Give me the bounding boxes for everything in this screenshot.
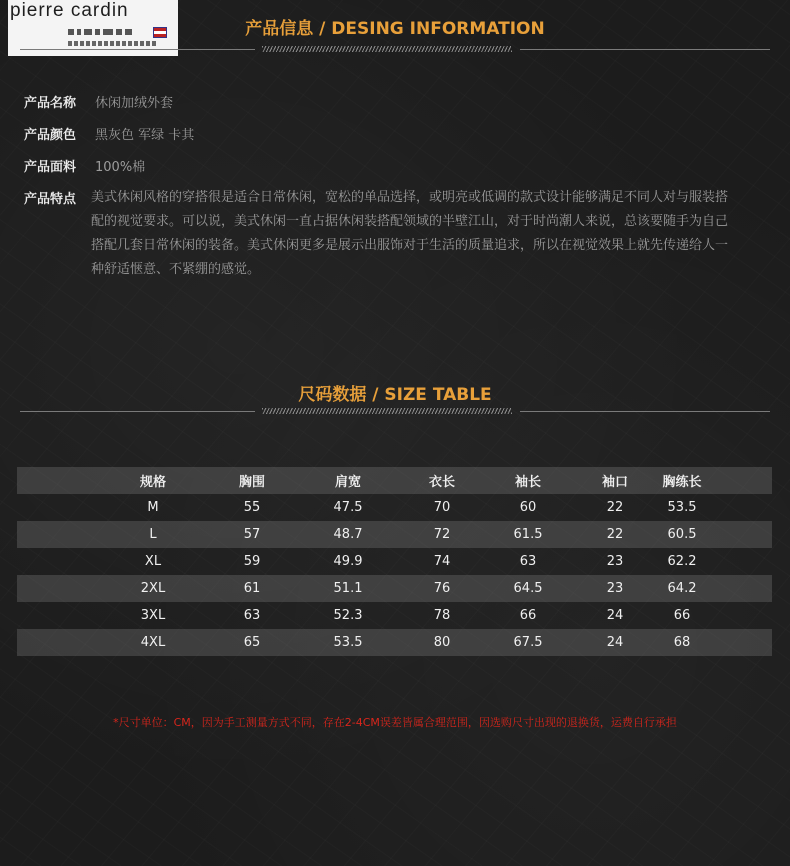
brand-tagline-graphic [68,41,158,46]
header-cell: 肩宽 [334,475,362,490]
product-color-value: 黑灰色 军绿 卡其 [95,128,195,143]
table-cell: 61.5 [513,527,543,542]
product-color-label: 产品颜色 [24,128,77,143]
table-cell: 63 [243,608,261,623]
header-cell: 衣长 [428,475,456,490]
size-note: *尺寸单位：CM，因为手工测量方式不同，存在2-4CM误差皆属合理范围，因选购尺寸出现的退换货，运费自行承担 [113,716,677,729]
table-cell: 22 [606,527,624,542]
product-feature-text: 美式休闲风格的穿搭很是适合日常休闲，宽松的单品选择，或明亮或低调的款式设计能够满足不同人对与服装搭配的视觉要求。可以说，美式休闲一直占据休闲装搭配领域的半壁江山，对于时尚潮人来说，总该要随手为自己搭配几套日常休闲的装备。美式休闲更多是展示出服饰对于生活的质量追求，所以在视觉效果上就先传递给人一种舒适惬意、不紧绷的感觉。 [91,190,729,277]
table-cell: 24 [606,635,624,650]
table-cell: 51.1 [333,581,363,596]
table-cell: 74 [433,554,451,569]
table-cell: 2XL [140,581,166,596]
table-row [17,575,772,602]
brand-name: pierre cardin [10,0,129,21]
table-row [17,548,772,575]
product-name-label: 产品名称 [24,96,77,111]
table-cell: 67.5 [513,635,543,650]
table-cell: 55 [243,500,261,515]
table-cell: 65 [243,635,261,650]
table-cell: 66 [519,608,537,623]
divider-right [520,49,770,50]
table-cell: 22 [606,500,624,515]
table-cell: 78 [433,608,451,623]
table-cell: 53.5 [667,500,697,515]
table-cell: 64.2 [667,581,697,596]
table-row [17,602,772,629]
table-cell: 64.5 [513,581,543,596]
product-name-value: 休闲加绒外套 [95,96,174,111]
divider-left [20,411,255,412]
product-feature-label: 产品特点 [24,192,77,207]
table-cell: 57 [243,527,261,542]
product-fabric-label: 产品面料 [24,160,77,175]
table-cell: 52.3 [333,608,363,623]
header-cell: 胸围 [238,475,266,490]
table-row [17,494,772,521]
table-cell: 68 [673,635,691,650]
size-table [17,467,772,656]
table-cell: XL [144,554,162,569]
table-cell: 4XL [140,635,166,650]
table-cell: 59 [243,554,261,569]
table-cell: L [149,527,157,542]
table-cell: 3XL [140,608,166,623]
table-cell: 76 [433,581,451,596]
table-cell: M [147,500,159,515]
table-cell: 72 [433,527,451,542]
table-cell: 62.2 [667,554,697,569]
table-cell: 80 [433,635,451,650]
table-cell: 23 [606,581,624,596]
table-row [17,521,772,548]
table-cell: 60 [519,500,537,515]
size-table-header [17,467,772,494]
table-cell: 48.7 [333,527,363,542]
table-cell: 47.5 [333,500,363,515]
product-fabric-value: 100%棉 [95,160,146,175]
table-cell: 23 [606,554,624,569]
header-cell: 胸练长 [662,475,702,490]
header-cell: 袖口 [601,475,629,490]
header-cell: 规格 [139,475,167,490]
table-cell: 70 [433,500,451,515]
table-cell: 66 [673,608,691,623]
table-cell: 49.9 [333,554,363,569]
table-cell: 63 [519,554,537,569]
table-cell: 53.5 [333,635,363,650]
divider-left [20,49,255,50]
divider-hatch [262,408,512,414]
table-cell: 61 [243,581,261,596]
table-row [17,629,772,656]
size-section-title: 尺码数据 / SIZE TABLE [298,385,492,405]
header-cell: 袖长 [514,475,542,490]
divider-right [520,411,770,412]
table-cell: 60.5 [667,527,697,542]
divider-hatch [262,46,512,52]
info-section-title: 产品信息 / DESING INFORMATION [245,19,545,39]
table-cell: 24 [606,608,624,623]
size-table-body [17,494,772,656]
